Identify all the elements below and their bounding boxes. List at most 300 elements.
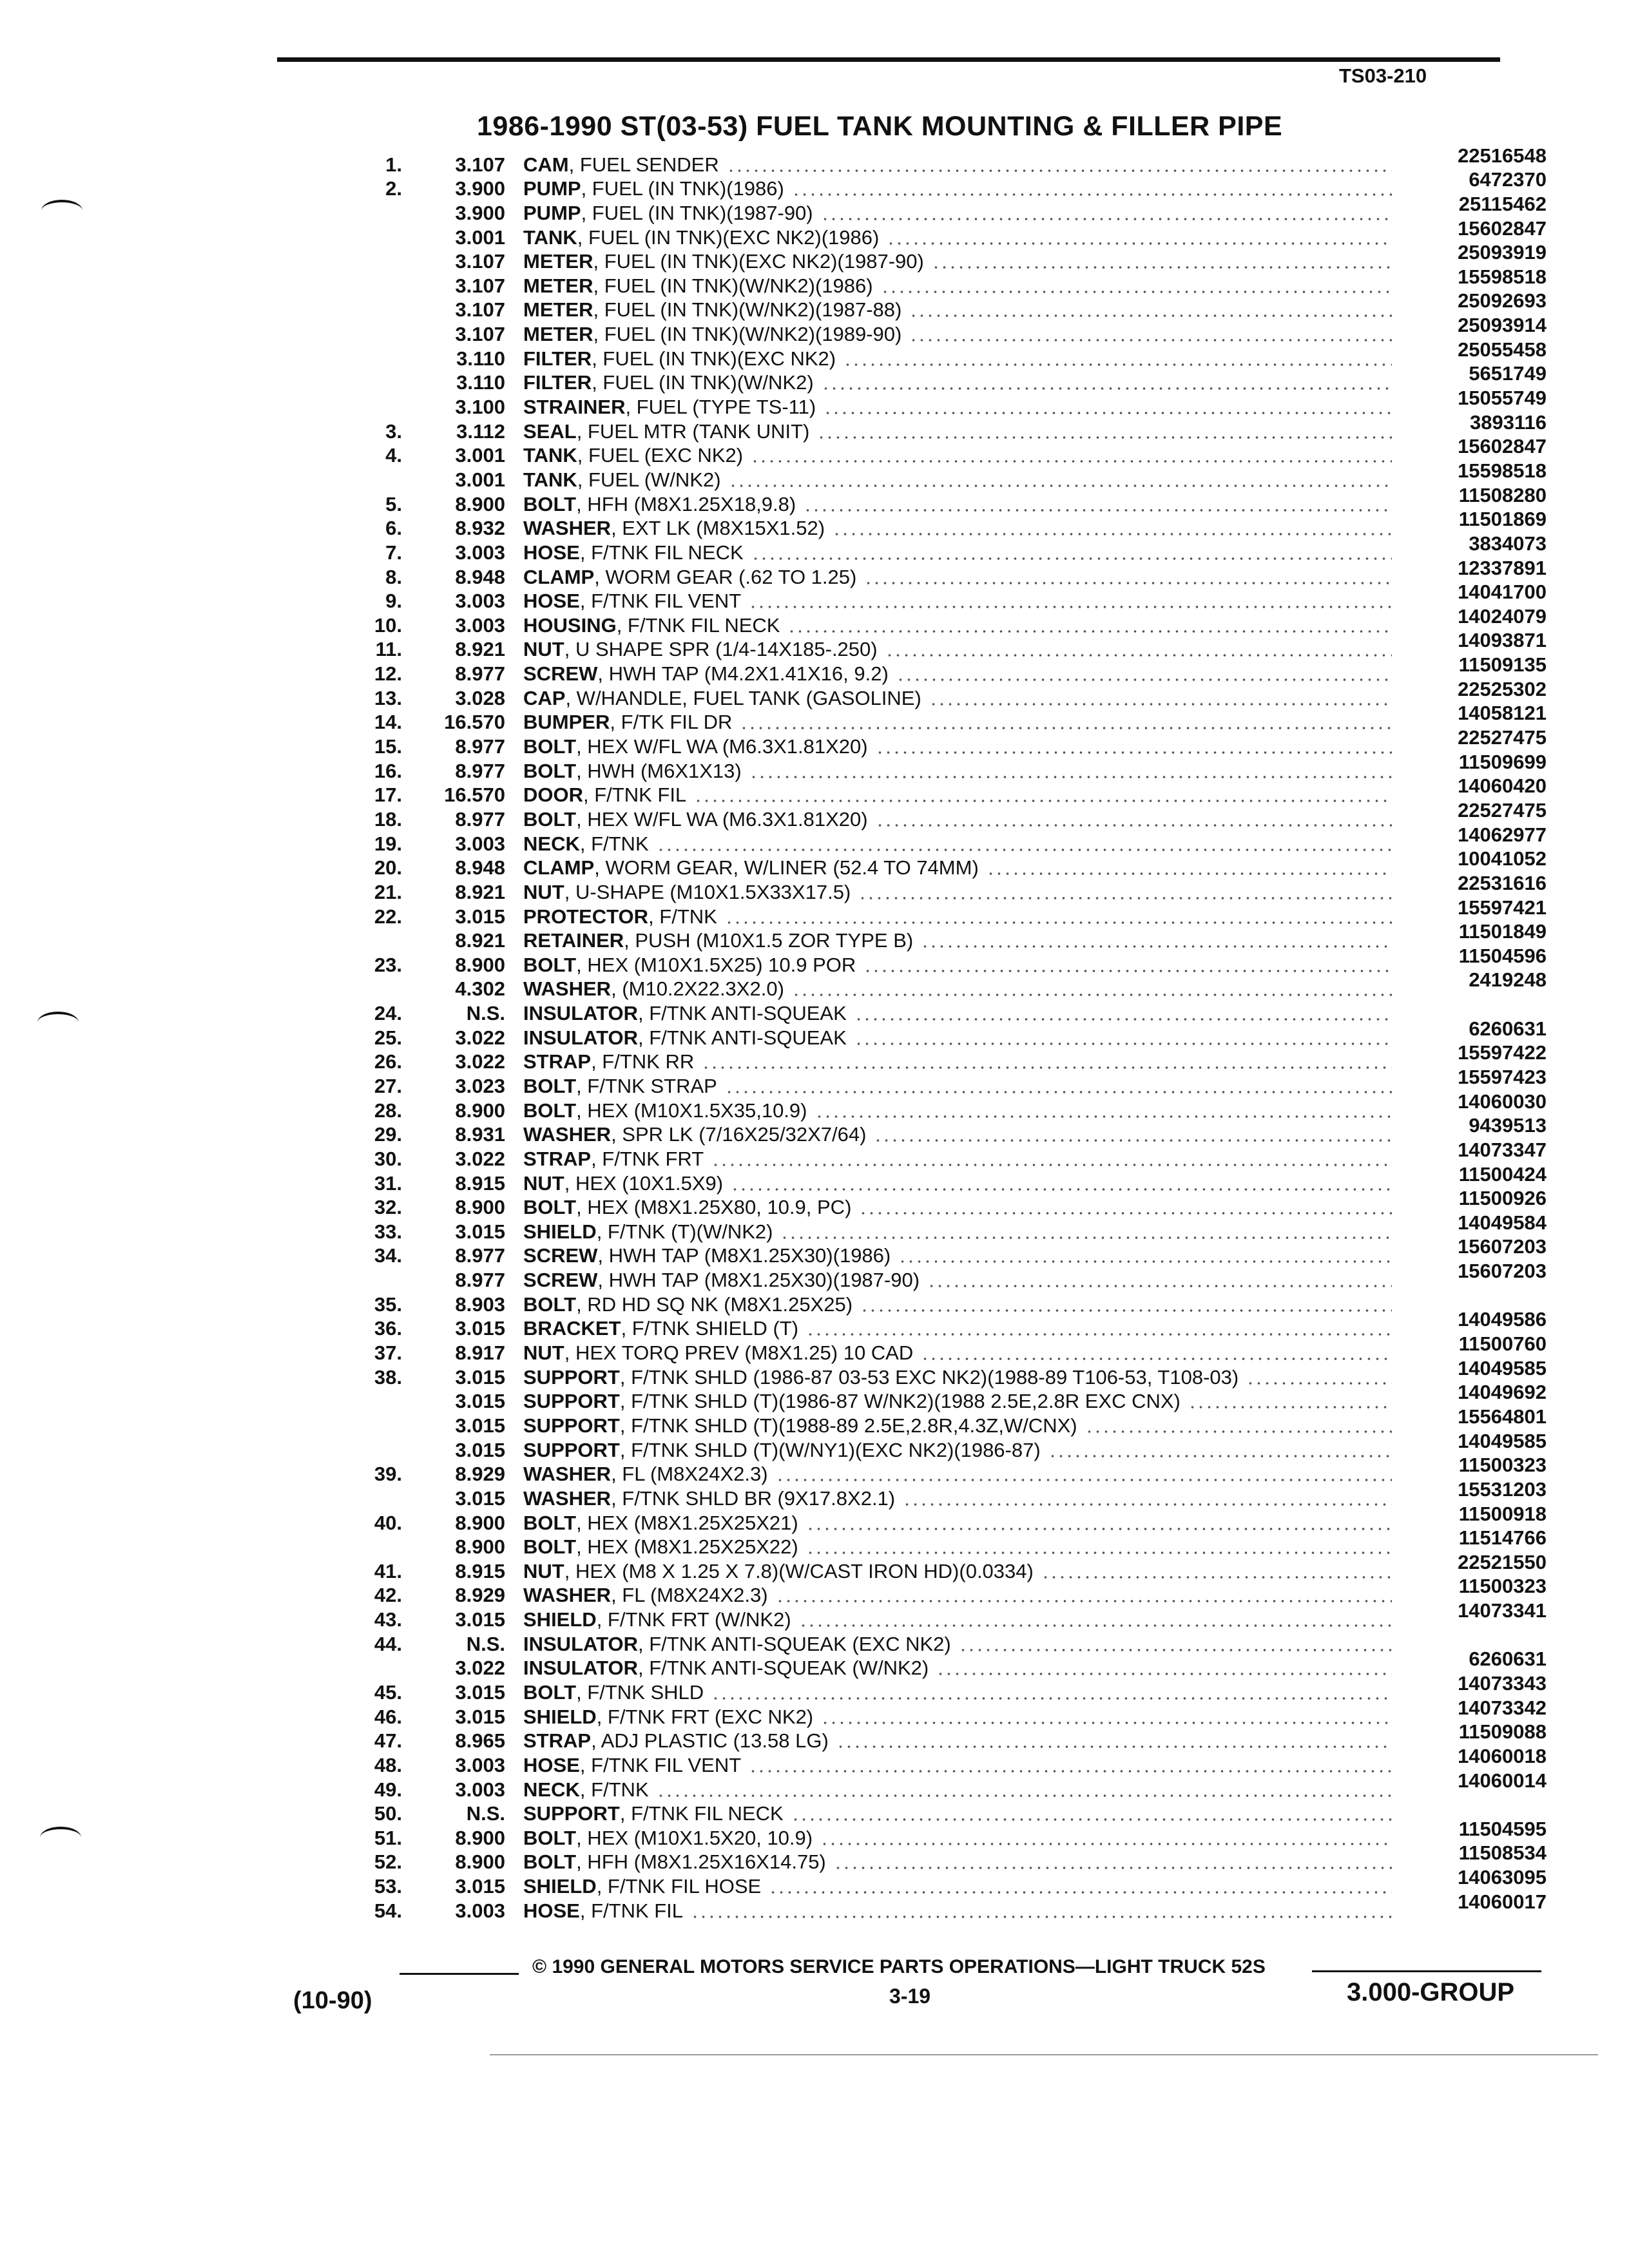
item-number: 11. (375, 638, 402, 661)
item-number: 36. (374, 1317, 402, 1340)
item-number: 23. (374, 953, 402, 976)
group-number: 8.977 (455, 1244, 505, 1267)
part-name: WASHER (523, 1584, 612, 1607)
part-detail: , F/TNK FIL (579, 1899, 684, 1922)
part-description (523, 1075, 717, 1098)
leader-dots (821, 218, 1392, 220)
part-number: 15602847 (1458, 216, 1547, 240)
group-number: 3.015 (455, 1390, 505, 1413)
group-number: 3.015 (455, 1681, 505, 1704)
part-detail: , F/TNK SHLD (T)(1988-89 2.5E,2.8R,4.3Z,W/CNX) (619, 1414, 1077, 1437)
item-number: 31. (374, 1171, 402, 1195)
leader-dots (834, 1867, 1392, 1869)
part-name: NUT (523, 880, 564, 903)
part-number: 22527475 (1458, 726, 1547, 749)
group-number: 3.107 (455, 274, 505, 297)
group-number: 8.921 (455, 929, 505, 952)
leader-dots (932, 266, 1392, 269)
part-detail: , F/TNK FIL (583, 783, 687, 807)
item-number: 17. (374, 783, 402, 807)
item-number: 3. (385, 419, 402, 443)
leader-dots (820, 1843, 1392, 1845)
leader-dots (881, 291, 1392, 293)
item-number: 18. (374, 807, 402, 831)
part-description (523, 444, 743, 467)
part-name: METER (523, 323, 593, 346)
part-name: WASHER (523, 1123, 612, 1146)
leader-dots (824, 412, 1392, 414)
part-number: 15597423 (1458, 1065, 1547, 1088)
parts-row (322, 871, 1547, 904)
part-number: 15597421 (1458, 896, 1547, 919)
leader-dots (815, 1115, 1393, 1118)
group-number: 3.107 (455, 153, 505, 176)
part-description (523, 1220, 773, 1244)
part-description (523, 1754, 741, 1777)
part-description (523, 881, 851, 904)
part-description (523, 1293, 853, 1316)
part-detail: , FUEL (EXC NK2) (577, 444, 744, 467)
item-number: 54. (374, 1899, 402, 1922)
part-detail: , FUEL (W/NK2) (577, 468, 721, 491)
group-number: 3.022 (455, 1050, 505, 1073)
part-detail: , (M10.2X22.3X2.0) (611, 977, 784, 1001)
parts-row (322, 241, 1547, 274)
part-number: 15602847 (1458, 435, 1547, 458)
part-number: 15607203 (1458, 1260, 1547, 1283)
parts-row (322, 1550, 1547, 1583)
part-number: 15055749 (1458, 387, 1547, 410)
part-number: 6472370 (1469, 168, 1547, 191)
part-description (523, 1560, 1034, 1583)
parts-row (322, 1429, 1547, 1462)
part-number: 11508534 (1458, 1841, 1547, 1865)
part-name: SUPPORT (523, 1802, 620, 1825)
part-description (523, 1487, 895, 1510)
part-number: 15607203 (1458, 1235, 1547, 1258)
part-description (523, 541, 744, 564)
part-detail: , SPR LK (7/16X25/32X7/64) (611, 1123, 867, 1146)
part-name: TANK (523, 226, 577, 249)
leader-dots (921, 945, 1392, 948)
parts-row (322, 726, 1547, 758)
part-number: 11500926 (1458, 1187, 1547, 1210)
item-number: 28. (374, 1099, 402, 1122)
group-number: 3.107 (455, 250, 505, 273)
part-number: 14062977 (1458, 823, 1547, 846)
part-name: STRAP (523, 1147, 592, 1170)
part-detail: , HFH (M8X1.25X18,9.8) (576, 492, 796, 515)
item-number: 29. (374, 1123, 402, 1146)
leader-dots (1246, 1382, 1392, 1385)
parts-row (322, 1381, 1547, 1414)
part-detail: , FL (M8X24X2.3) (611, 1463, 768, 1486)
part-number: 25092693 (1458, 289, 1547, 312)
part-detail: , F/TNK ANTI-SQUEAK (637, 1026, 847, 1049)
part-description (523, 566, 856, 589)
part-name: FILTER (523, 371, 592, 394)
part-number: 15531203 (1458, 1477, 1547, 1501)
item-number: 44. (374, 1632, 402, 1655)
parts-row (322, 823, 1547, 856)
part-number: 15597422 (1458, 1041, 1547, 1064)
item-number: 14. (374, 711, 402, 734)
part-number: 25093914 (1458, 314, 1547, 337)
item-number: 51. (374, 1826, 402, 1849)
group-number: 8.977 (455, 807, 505, 831)
parts-row (322, 338, 1547, 370)
item-number: 4. (385, 444, 402, 467)
parts-row (322, 1001, 1547, 1025)
parts-row (322, 192, 1547, 225)
part-name: PUMP (523, 177, 581, 200)
part-detail: , F/TNK ANTI-SQUEAK (W/NK2) (637, 1657, 929, 1680)
part-number: 14049586 (1458, 1308, 1547, 1331)
part-number: 11508280 (1458, 483, 1547, 506)
part-name: BOLT (523, 1535, 577, 1559)
leader-dots (874, 1139, 1392, 1142)
part-name: HOSE (523, 541, 580, 564)
item-number: 20. (374, 856, 402, 879)
part-detail: , F/TNK ANTI-SQUEAK (EXC NK2) (637, 1632, 951, 1655)
parts-row (322, 1187, 1547, 1220)
part-number: 11514766 (1458, 1526, 1547, 1550)
leader-dots (725, 1091, 1392, 1093)
header-rule (277, 57, 1500, 62)
part-detail: , WORM GEAR (.62 TO 1.25) (594, 565, 857, 588)
group-number: 3.015 (455, 1705, 505, 1728)
group-number: 8.929 (455, 1584, 505, 1607)
leader-dots (806, 1333, 1392, 1336)
part-name: METER (523, 250, 593, 273)
item-number: 27. (374, 1074, 402, 1097)
item-number: 26. (374, 1050, 402, 1073)
part-name: SEAL (523, 419, 577, 443)
part-description (523, 1244, 891, 1267)
parts-row (322, 1454, 1547, 1486)
item-number: 52. (374, 1850, 402, 1874)
part-name: BOLT (523, 1850, 577, 1874)
leader-dots (885, 654, 1392, 657)
part-description (523, 493, 796, 516)
leader-dots (854, 1043, 1392, 1045)
leader-dots (859, 1212, 1392, 1215)
item-number: 41. (374, 1559, 402, 1582)
part-name: WASHER (523, 1463, 612, 1486)
part-description (523, 1512, 798, 1535)
part-name: SCREW (523, 1269, 598, 1292)
part-number: 14041700 (1458, 581, 1547, 604)
parts-row (322, 677, 1547, 710)
parts-row (322, 216, 1547, 249)
part-name: INSULATOR (523, 1632, 638, 1655)
parts-row (322, 1114, 1547, 1147)
part-name: BOLT (523, 1099, 577, 1122)
part-description (523, 420, 809, 443)
part-name: HOSE (523, 590, 580, 613)
part-description (523, 1123, 866, 1146)
leader-dots (731, 1188, 1392, 1191)
leader-dots (804, 509, 1392, 512)
part-detail: , F/TNK SHLD (576, 1681, 704, 1704)
part-detail: , HEX (M8X1.25X80, 10.9, PC) (576, 1196, 852, 1219)
item-number: 47. (374, 1729, 402, 1753)
item-number: 6. (385, 517, 402, 540)
part-name: NUT (523, 1341, 564, 1365)
binder-hole-mark (40, 1827, 81, 1849)
parts-row (322, 1841, 1547, 1874)
parts-row (322, 1720, 1547, 1753)
part-number: 14049585 (1458, 1356, 1547, 1379)
item-number: 42. (374, 1584, 402, 1607)
part-name: SUPPORT (523, 1365, 620, 1389)
part-number: 14073342 (1458, 1696, 1547, 1719)
part-name: CAP (523, 686, 566, 709)
part-detail: , F/TNK STRAP (576, 1074, 717, 1097)
part-description (523, 1099, 807, 1122)
leader-dots (929, 703, 1392, 706)
part-description (523, 1633, 951, 1656)
part-name: BOLT (523, 953, 577, 976)
part-description (523, 1535, 798, 1559)
part-description (523, 468, 721, 492)
parts-row (322, 1802, 1547, 1826)
part-name: CAM (523, 153, 569, 176)
part-detail: , F/TNK FIL HOSE (596, 1875, 762, 1898)
binder-hole-mark (41, 200, 82, 222)
leader-dots (780, 1236, 1392, 1239)
part-name: TANK (523, 468, 577, 491)
leader-dots (749, 776, 1392, 778)
part-number: 11509135 (1458, 653, 1547, 677)
part-number: 14060017 (1458, 1890, 1547, 1913)
leader-dots (836, 1745, 1392, 1748)
group-number: 8.900 (455, 1196, 505, 1219)
part-number: 11501849 (1458, 920, 1547, 943)
parts-row (322, 1502, 1547, 1535)
parts-row (322, 1769, 1547, 1802)
part-description (523, 1778, 649, 1802)
part-detail: , FUEL MTR (TANK UNIT) (576, 419, 810, 443)
parts-row (322, 1332, 1547, 1365)
part-description (523, 1827, 813, 1850)
parts-row (322, 1356, 1547, 1389)
leader-dots (787, 630, 1392, 633)
footer-rule-right (1312, 1970, 1541, 1972)
leader-dots (769, 1891, 1392, 1894)
revision-date: (10-90) (293, 1987, 372, 2014)
part-name: WASHER (523, 977, 612, 1001)
item-number: 16. (374, 759, 402, 782)
leader-dots (749, 606, 1392, 608)
part-description (523, 1850, 826, 1874)
part-description (523, 662, 889, 686)
leader-dots (691, 1916, 1392, 1918)
item-number: 34. (374, 1244, 402, 1267)
part-name: HOUSING (523, 613, 617, 637)
part-number: 11509699 (1458, 750, 1547, 773)
group-number: 8.921 (455, 638, 505, 661)
part-number: 14049692 (1458, 1381, 1547, 1404)
leader-dots (702, 1066, 1392, 1069)
parts-row (322, 1817, 1547, 1850)
parts-row (322, 653, 1547, 686)
parts-row (322, 532, 1547, 564)
page-number: 3-19 (889, 1984, 931, 2008)
parts-row (322, 410, 1547, 443)
part-detail: , FUEL (IN TNK)(1987-90) (581, 201, 813, 224)
part-name: STRAP (523, 1729, 592, 1753)
part-number: 10041052 (1458, 847, 1547, 870)
part-detail: , F/TNK FIL VENT (579, 1753, 742, 1776)
item-number: 15. (374, 735, 402, 758)
part-name: BRACKET (523, 1317, 621, 1340)
part-number: 15598518 (1458, 265, 1547, 288)
part-description (523, 1729, 829, 1753)
leader-dots (876, 751, 1392, 754)
group-number: 8.977 (455, 662, 505, 686)
part-description (523, 1050, 694, 1073)
footer-rule-left (400, 1973, 519, 1975)
parts-row (322, 968, 1547, 1001)
group-number: 8.948 (455, 565, 505, 588)
group-number: N.S. (466, 1002, 505, 1025)
part-name: NECK (523, 1778, 580, 1801)
part-detail: , HEX W/FL WA (M6.3X1.81X20) (576, 735, 868, 758)
part-description (523, 347, 836, 370)
parts-row (322, 1526, 1547, 1559)
part-number: 14093871 (1458, 629, 1547, 652)
group-number: 3.001 (455, 226, 505, 249)
group-number: 8.915 (455, 1559, 505, 1582)
part-number: 3834073 (1469, 532, 1547, 555)
parts-row (322, 1162, 1547, 1195)
leader-dots (887, 242, 1392, 245)
part-name: METER (523, 298, 593, 322)
part-description (523, 808, 868, 831)
part-detail: , F/TNK SHLD (T)(1986-87 W/NK2)(1988 2.5E,2.8R EXC CNX) (619, 1390, 1181, 1413)
group-number: 8.903 (455, 1293, 505, 1316)
part-number: 15564801 (1458, 1405, 1547, 1428)
leader-dots (751, 557, 1392, 560)
part-number: 14073347 (1458, 1138, 1547, 1161)
part-name: RETAINER (523, 929, 624, 952)
part-number: 11500323 (1458, 1575, 1547, 1598)
part-detail: , HEX W/FL WA (M6.3X1.81X20) (576, 807, 868, 831)
group-number: 8.977 (455, 759, 505, 782)
part-detail: , F/TNK (579, 832, 649, 855)
part-detail: , F/TNK SHLD (T)(W/NY1)(EXC NK2)(1986-87) (619, 1438, 1041, 1461)
group-number: 3.022 (455, 1026, 505, 1049)
item-number: 48. (374, 1753, 402, 1776)
part-description (523, 371, 814, 394)
parts-row (322, 1405, 1547, 1437)
part-description (523, 954, 856, 977)
part-description (523, 929, 913, 952)
leader-dots (927, 1285, 1392, 1287)
part-detail: , HWH (M6X1X13) (576, 759, 742, 782)
part-number: 3893116 (1470, 410, 1547, 434)
leader-dots (921, 1358, 1392, 1360)
parts-row (322, 604, 1547, 637)
leader-dots (817, 436, 1392, 439)
item-number: 43. (374, 1608, 402, 1631)
part-detail: , WORM GEAR, W/LINER (52.4 TO 74MM) (594, 856, 979, 879)
part-name: BOLT (523, 492, 577, 515)
group-number: 3.112 (456, 419, 505, 443)
part-description (523, 832, 649, 856)
parts-row (322, 702, 1547, 735)
item-number: 33. (374, 1220, 402, 1243)
part-detail: , FUEL (IN TNK)(W/NK2) (592, 371, 814, 394)
part-detail: , U SHAPE SPR (1/4-14X185-.250) (564, 638, 878, 661)
leader-dots (694, 800, 1392, 802)
group-number: 8.931 (455, 1123, 505, 1146)
part-number: 22521550 (1458, 1550, 1547, 1573)
leader-dots (909, 339, 1392, 341)
part-description (523, 1002, 847, 1025)
parts-row (322, 1575, 1547, 1608)
part-name: INSULATOR (523, 1657, 638, 1680)
part-number: 14060420 (1458, 774, 1547, 798)
parts-row (322, 1065, 1547, 1098)
part-detail: , F/TNK FIL VENT (579, 590, 742, 613)
group-number: 3.107 (455, 323, 505, 346)
item-number: 7. (385, 541, 402, 564)
part-name: SHIELD (523, 1608, 597, 1631)
part-description (523, 1196, 851, 1219)
part-detail: , HEX (M8 X 1.25 X 7.8)(W/CAST IRON HD)(0.0334) (564, 1559, 1034, 1582)
part-name: SUPPORT (523, 1390, 620, 1413)
part-name: SHIELD (523, 1220, 597, 1243)
part-name: BOLT (523, 807, 577, 831)
leader-dots (749, 1770, 1392, 1773)
leader-dots (876, 824, 1392, 827)
leader-dots (792, 994, 1392, 996)
part-description (523, 1657, 929, 1680)
part-description (523, 1681, 704, 1704)
item-number: 53. (374, 1875, 402, 1898)
group-number: 8.977 (455, 1269, 505, 1292)
leader-dots (799, 1624, 1392, 1627)
part-description (523, 977, 784, 1001)
part-detail: , HFH (M8X1.25X16X14.75) (576, 1850, 826, 1874)
part-name: BOLT (523, 1511, 577, 1534)
part-number: 2419248 (1469, 968, 1547, 992)
part-description (523, 1802, 784, 1825)
parts-row (322, 1090, 1547, 1122)
leader-dots (776, 1479, 1392, 1481)
parts-row (322, 459, 1547, 492)
parts-row (322, 1017, 1547, 1050)
part-detail: , PUSH (M10X1.5 ZOR TYPE B) (624, 929, 914, 952)
group-number: 3.003 (455, 613, 505, 637)
part-description (523, 323, 901, 346)
leader-dots (727, 169, 1392, 172)
parts-row (322, 581, 1547, 613)
group-number: 3.900 (455, 201, 505, 224)
part-description (523, 1414, 1077, 1437)
item-number: 32. (374, 1196, 402, 1219)
part-detail: , HEX (M8X1.25X25X22) (576, 1535, 798, 1559)
item-number: 21. (374, 880, 402, 903)
parts-row (322, 1648, 1547, 1680)
group-number: 3.023 (455, 1074, 505, 1097)
part-detail: , W/HANDLE, FUEL TANK (GASOLINE) (565, 686, 921, 709)
part-number: 11504595 (1458, 1817, 1547, 1840)
leader-dots (936, 1673, 1392, 1675)
page-title: 1986-1990 ST(03-53) FUEL TANK MOUNTING & FILLER PIPE (477, 111, 1283, 142)
